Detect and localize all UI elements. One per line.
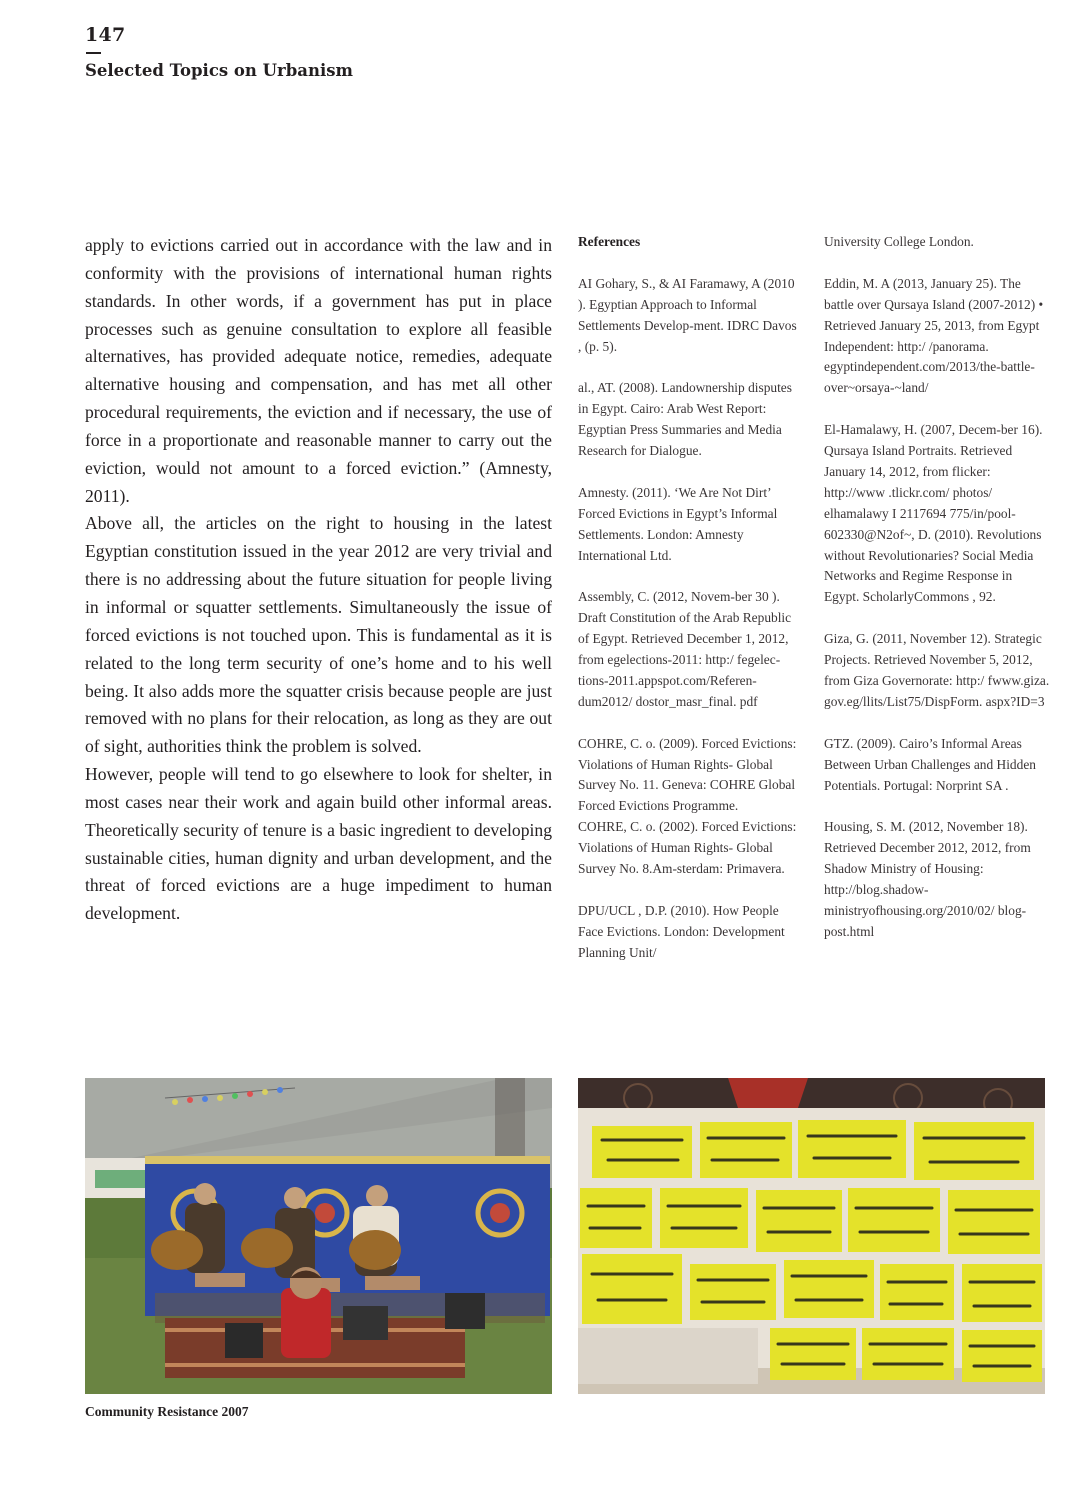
page-number: 147 — [85, 24, 126, 46]
body-text — [85, 232, 552, 928]
reference-entry: COHRE, C. o. (2002). Forced Evictions: Violations of Human Rights- Global Survey No. 8.Am-sterdam: Primavera. — [578, 819, 797, 877]
reference-entry: GTZ. (2009). Cairo’s Informal Areas Between Urban Challenges and Hidden Potentials. Portugal: Norprint SA . — [824, 735, 1036, 793]
references-column-left — [578, 232, 803, 985]
reference-entry: Housing, S. M. (2012, November 18). Retrieved December 2012, 2012, from Shadow Ministry of Housing: http://blog.shadow-ministryofhousing.org/2010/02/ blog-post.html — [824, 819, 1031, 939]
references-column-right — [824, 232, 1050, 964]
figure-caption: Community Resistance 2007 — [85, 1404, 249, 1419]
reference-entry: al., AT. (2008). Landownership disputes in Egypt. Cairo: Arab West Report: Egyptian Press Summaries and Media Research for Dialogue. — [578, 380, 792, 459]
references-heading: References — [578, 234, 641, 249]
musicians-photo — [85, 1078, 552, 1394]
body-paragraph: Above all, the articles on the right to housing in the latest Egyptian constitution issued in the year 2012 are very trivial and there is no addressing about the future situation for people living in informal or squatter settlements. Simultaneously the issue of forced evictions is not touched upon. This is fundamental as it is related to the long term security of one’s home and to his well being. It also adds more the squatter crisis because people are just removed with no plans for their relocation, as long as they are out of sight, authorities think the problem is solved. — [85, 513, 552, 757]
reference-entry: COHRE, C. o. (2009). Forced Evictions: Violations of Human Rights- Global Survey No. 11. Geneva: COHRE Global Forced Evictions Programme. — [578, 735, 797, 814]
body-paragraph: apply to evictions carried out in accordance with the law and in conformity with the provisions of international human rights standards. In other words, if a government has put in place processes such as genuine consultation to explore all feasible alternatives, has provided adequate notice, remedies, adequate alternative housing and compensation, and has met all other procedural requirements, the eviction and if necessary, the use of force in a proportionate and reasonable manner to carry out the eviction, would not amount to a forced eviction.” (Amnesty, 2011). — [85, 235, 552, 506]
reference-entry: Giza, G. (2011, November 12). Strategic Projects. Retrieved November 5, 2012, from Giza Governorate: http:/ fwww.giza. gov.eg/llits/List75/DispForm. aspx?ID=3 — [824, 631, 1050, 709]
running-head: Selected Topics on Urbanism — [85, 61, 353, 80]
reference-entry: Assembly, C. (2012, Novem-ber 30 ). Draft Constitution of the Arab Republic of Egypt. Retrieved December 1, 2012, from egelections-2011: http:/ fegelec-tions-2011.appspot.com/Referen-dum2012/ dostor_masr_final. pdf — [578, 589, 792, 709]
reference-entry: University College London. — [824, 234, 974, 249]
reference-entry: DPU/UCL , D.P. (2010). How People Face Evictions. London: Development Planning Unit/ — [578, 902, 785, 960]
reference-entry: Eddin, M. A (2013, January 25). The battle over Qursaya Island (2007-2012) • Retrieved January 25, 2013, from Egypt Independent: http:/ /panorama. egyptindependent.com/2013/the-battle- over~orsaya-~land/ — [824, 275, 1044, 396]
reference-entry: El-Hamalawy, H. (2007, Decem-ber 16). Qursaya Island Portraits. Retrieved January 14, 2012, from flicker: http://www .tlickr.com/ photos/ elhamalawy I 2117694 775/in/pool-602330@N2of~, D. (2010). Revolutions without Revolutionaries? Social Media Networks and Regime Response in Egypt. ScholarlyCommons , 92. — [824, 422, 1043, 605]
protest-banners-illustration — [578, 1078, 1045, 1394]
header-rule — [86, 52, 101, 54]
protest-banners-photo — [578, 1078, 1045, 1394]
reference-entry: AI Gohary, S., & AI Faramawy, A (2010 ). Egyptian Approach to Informal Settlements Develop-ment. IDRC Davos , (p. 5). — [578, 275, 797, 354]
reference-entry: Amnesty. (2011). ‘We Are Not Dirt’ Forced Evictions in Egypt’s Informal Settlements. London: Amnesty International Ltd. — [578, 484, 778, 563]
body-paragraph: However, people will tend to go elsewhere to look for shelter, in most cases near their work and again build other informal areas. Theoretically security of tenure is a basic ingredient to developing sustainable cities, human dignity and urban development, and the threat of forced evictions are a huge impediment to human development. — [85, 764, 552, 924]
musicians-photo-illustration — [85, 1078, 552, 1394]
